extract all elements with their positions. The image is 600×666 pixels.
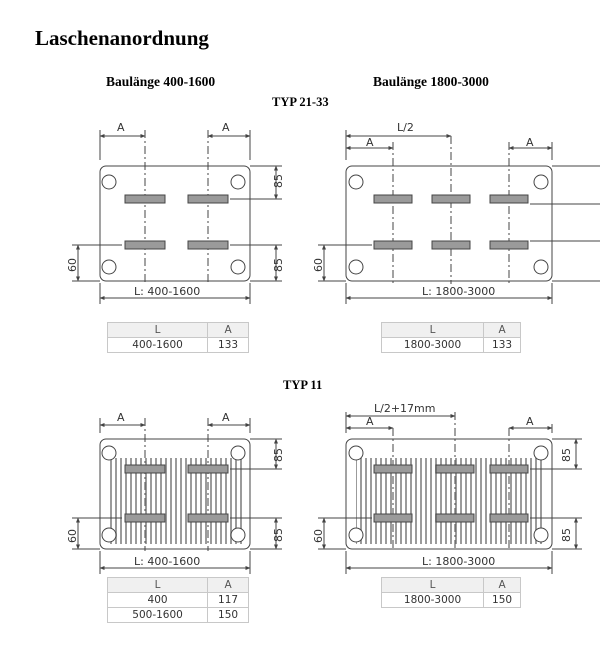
- lug: [436, 514, 474, 522]
- lug: [188, 241, 228, 249]
- dim-label-60: 60: [66, 529, 79, 543]
- dim-label-a: A: [366, 415, 374, 428]
- dim-label-length: L: 1800-3000: [422, 285, 496, 298]
- drawing-typ11-short: [72, 418, 282, 574]
- table-header-a: A: [484, 578, 521, 593]
- corner-circle: [534, 260, 548, 274]
- corner-circle: [349, 528, 363, 542]
- table-cell: 150: [484, 593, 521, 608]
- dim-label-85: 85: [272, 174, 285, 188]
- lug: [125, 195, 165, 203]
- table-cell: 400: [108, 593, 208, 608]
- lug: [490, 514, 528, 522]
- dim-label-a: A: [526, 415, 534, 428]
- lug: [432, 195, 470, 203]
- corner-circle: [102, 260, 116, 274]
- corner-circle: [534, 446, 548, 460]
- lug: [188, 465, 228, 473]
- corner-circle: [102, 528, 116, 542]
- lug: [125, 241, 165, 249]
- lug: [374, 465, 412, 473]
- table-cell: 1800-3000: [382, 593, 484, 608]
- radiator-outline: [100, 166, 250, 281]
- table-header-l: L: [382, 578, 484, 593]
- corner-circle: [534, 175, 548, 189]
- dimension-table-typ11-short: [107, 577, 249, 623]
- radiator-outline: [346, 166, 552, 281]
- lug: [436, 465, 474, 473]
- dim-label-85: 85: [272, 528, 285, 542]
- lug: [432, 241, 470, 249]
- corner-circle: [349, 446, 363, 460]
- dim-label-60: 60: [312, 529, 325, 543]
- lug: [188, 514, 228, 522]
- dim-label-60: 60: [66, 258, 79, 272]
- corner-circle: [231, 446, 245, 460]
- dim-label-a: A: [117, 411, 125, 424]
- dim-label-a: A: [222, 411, 230, 424]
- corner-circle: [102, 175, 116, 189]
- lug: [374, 195, 412, 203]
- dimension-table-typ21-short: [107, 322, 249, 353]
- corner-circle: [349, 175, 363, 189]
- table-cell: 133: [484, 338, 521, 353]
- table-header-l: L: [108, 578, 208, 593]
- drawing-typ21-long: [318, 130, 600, 304]
- dim-label-85: 85: [560, 528, 573, 542]
- drawing-typ21-short: [72, 130, 282, 304]
- dim-label-a: A: [222, 121, 230, 134]
- lug: [490, 195, 528, 203]
- lug: [490, 465, 528, 473]
- dimension-table-typ11-long: [381, 577, 521, 608]
- table-cell: 400-1600: [108, 338, 208, 353]
- table-header-a: A: [484, 323, 521, 338]
- corner-circle: [534, 528, 548, 542]
- corner-circle: [231, 175, 245, 189]
- table-header-l: L: [108, 323, 208, 338]
- column-heading-short: Baulänge 400-1600: [106, 74, 216, 89]
- table-cell: 150: [208, 608, 249, 623]
- table-header-l: L: [382, 323, 484, 338]
- lug: [490, 241, 528, 249]
- page-title: Laschenanordnung: [35, 26, 209, 50]
- corner-circle: [231, 260, 245, 274]
- dim-label-length: L: 400-1600: [134, 285, 201, 298]
- dim-label-a: A: [526, 136, 534, 149]
- dim-label-85: 85: [560, 448, 573, 462]
- corner-circle: [102, 446, 116, 460]
- corner-circle: [231, 528, 245, 542]
- dim-label-85: 85: [272, 448, 285, 462]
- type-heading-21-33: TYP 21-33: [272, 95, 329, 109]
- dim-label-half: L/2: [397, 121, 414, 134]
- table-cell: 133: [208, 338, 249, 353]
- lug: [188, 195, 228, 203]
- dim-label-85: 85: [272, 258, 285, 272]
- table-header-a: A: [208, 578, 249, 593]
- lug: [125, 465, 165, 473]
- dim-label-a: A: [117, 121, 125, 134]
- table-cell: 117: [208, 593, 249, 608]
- lug: [374, 241, 412, 249]
- dim-label-length: L: 1800-3000: [422, 555, 496, 568]
- dim-label-half-plus: L/2+17mm: [374, 402, 436, 415]
- lug: [374, 514, 412, 522]
- type-heading-11: TYP 11: [283, 378, 323, 392]
- corner-circle: [349, 260, 363, 274]
- column-heading-long: Baulänge 1800-3000: [373, 74, 489, 89]
- drawing-typ11-long: [318, 412, 582, 574]
- lug: [125, 514, 165, 522]
- dim-label-length: L: 400-1600: [134, 555, 201, 568]
- table-cell: 500-1600: [108, 608, 208, 623]
- table-cell: 1800-3000: [382, 338, 484, 353]
- dim-label-a: A: [366, 136, 374, 149]
- dim-label-60: 60: [312, 258, 325, 272]
- dimension-table-typ21-long: [381, 322, 521, 353]
- table-header-a: A: [208, 323, 249, 338]
